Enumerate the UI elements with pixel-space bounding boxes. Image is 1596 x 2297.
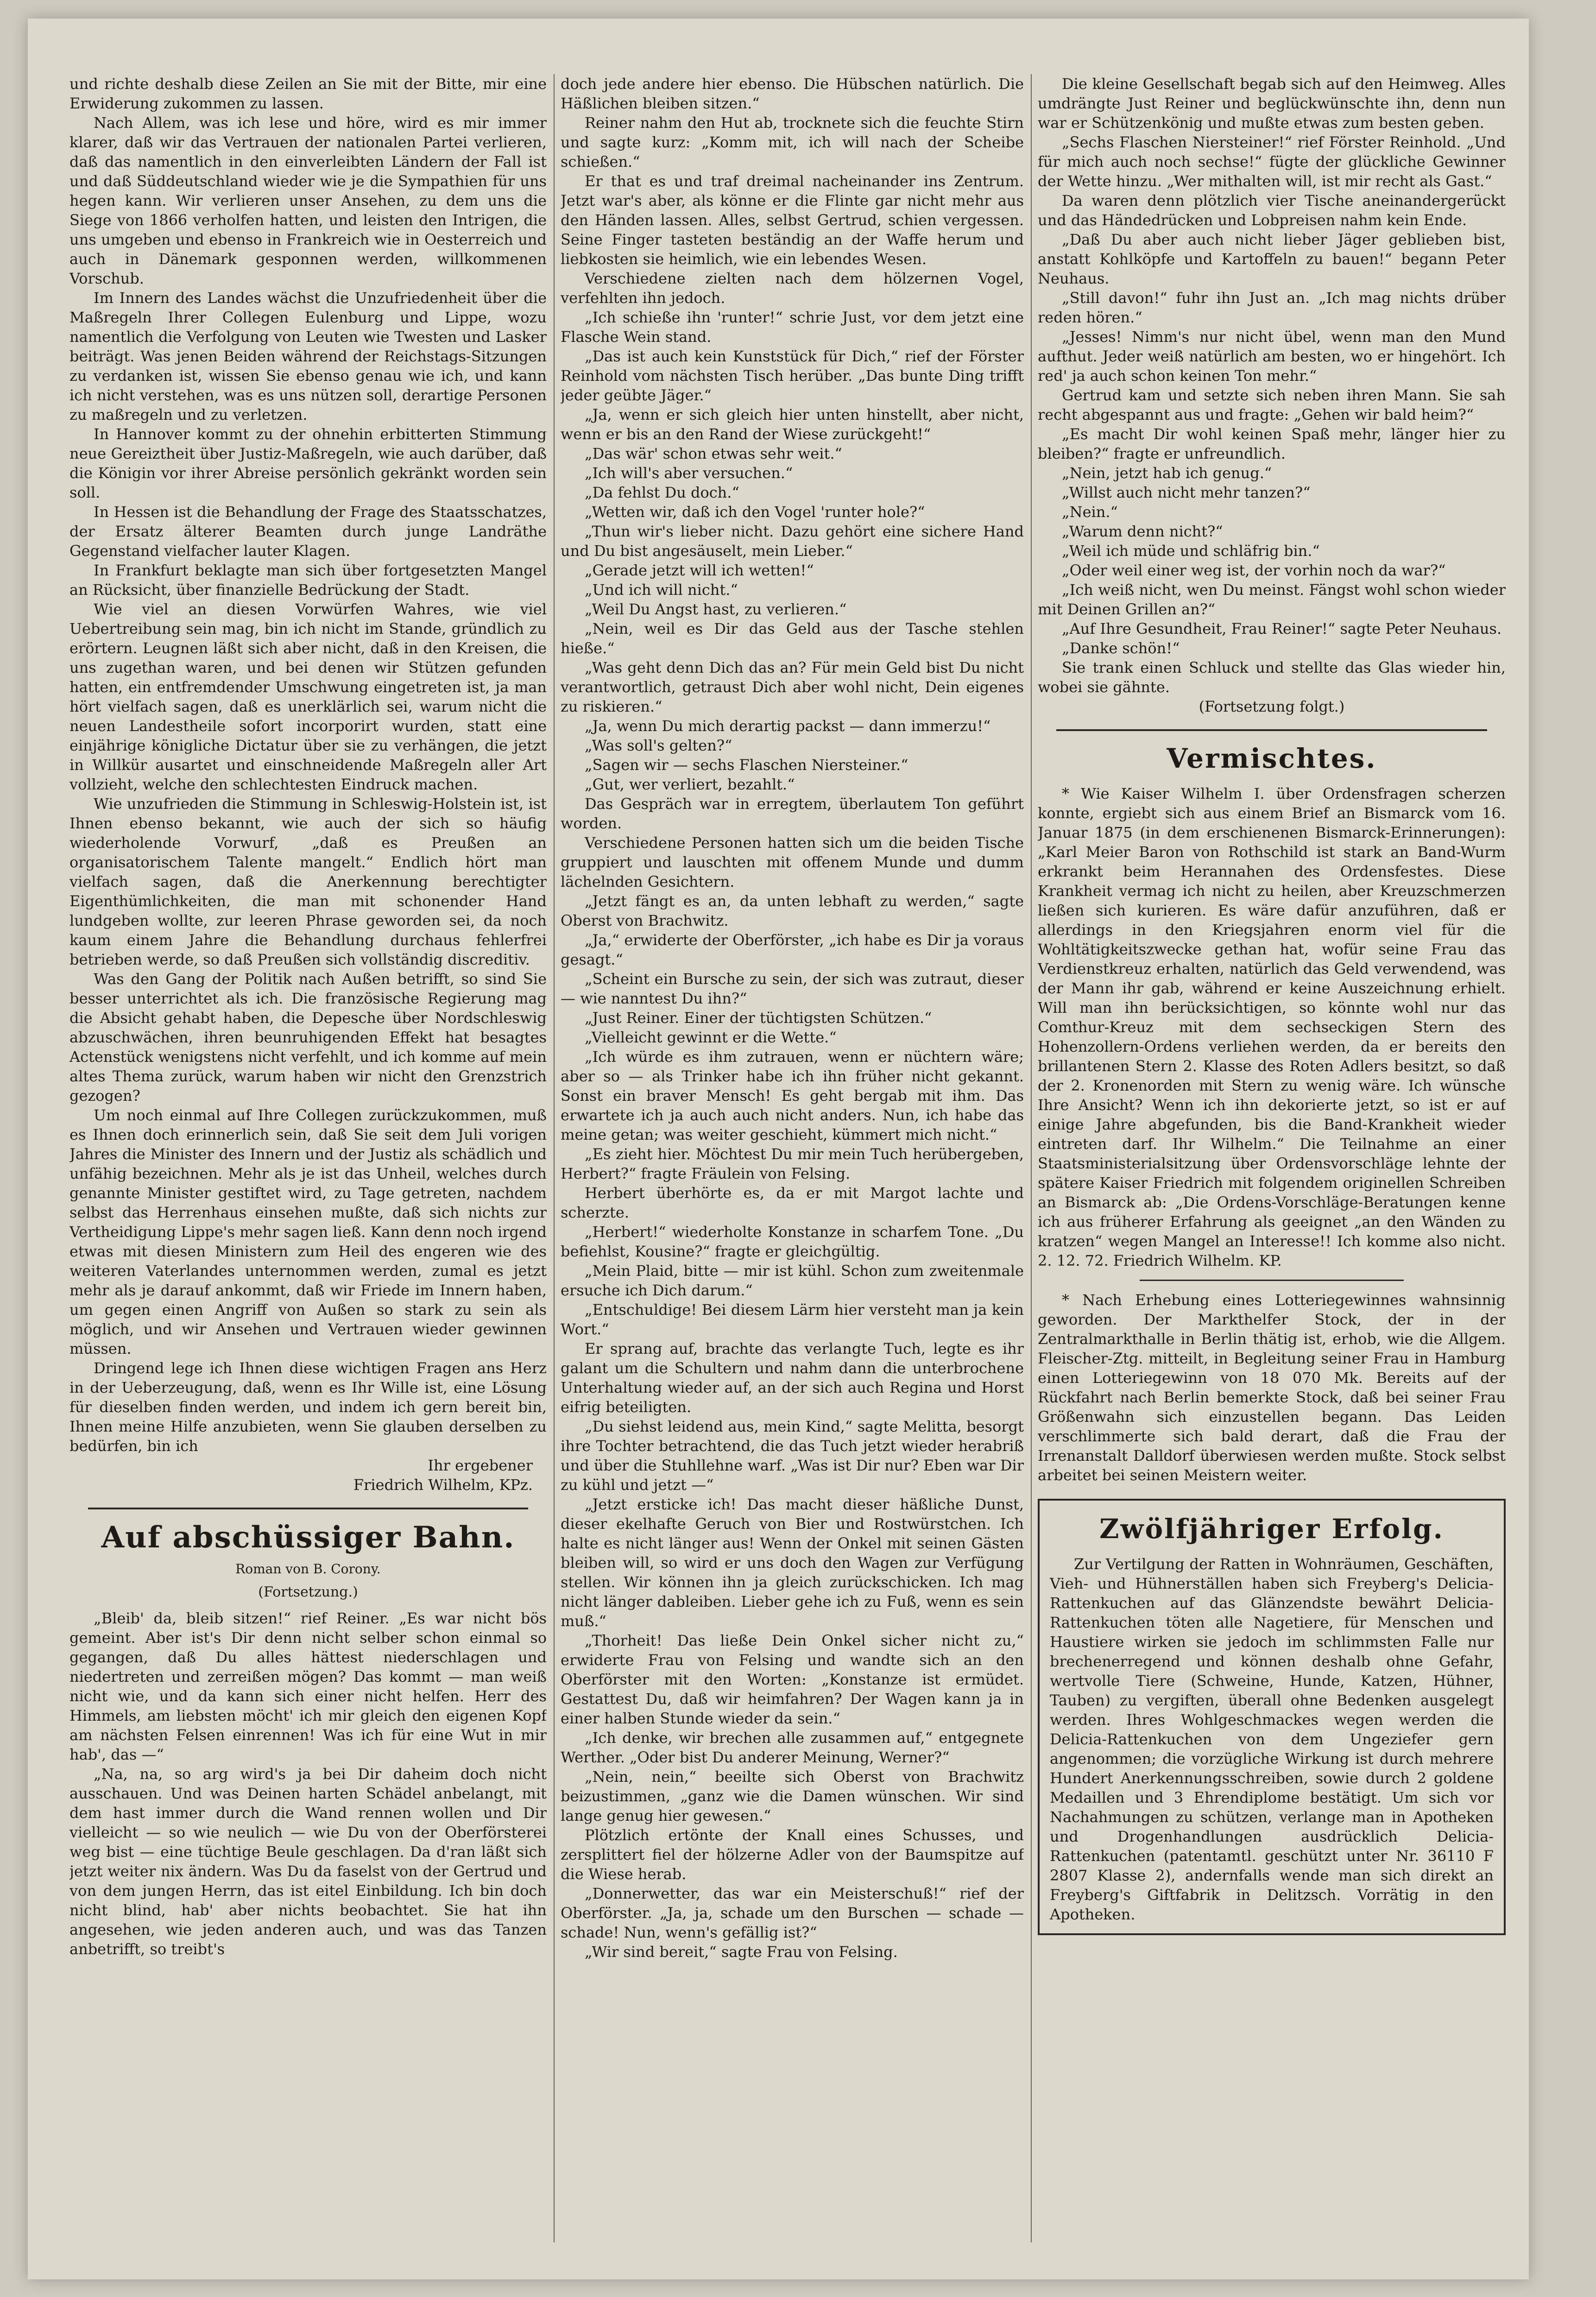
paragraph: Im Innern des Landes wächst die Unzufriedenheit über die Maßregeln Ihrer Collegen Eulenburg und Lippe, wozu namentlich die Verfolgung von Leuten wie Twesten und Lasker beiträgt. Was jenen Beiden während der Reichstags-Sitzungen zu verdanken ist, wissen Sie ebenso genau wie ich, und kann ich nicht verstehen, was es uns nützen soll, derartige Personen zu maßregeln und zu verletzen. xyxy=(69,289,547,423)
paragraph: „Du siehst leidend aus, mein Kind,“ sagte Melitta, besorgt ihre Tochter betrachtend, die das Tuch jetzt wieder herabriß und über die Stuhllehne warf. „Was ist Dir nur? Eben war Dir zu kühl und jetzt —“ xyxy=(561,1418,1024,1494)
paragraph: Sie trank einen Schluck und stellte das Glas wieder hin, wobei sie gähnte. xyxy=(1038,659,1506,696)
paragraph: „Gerade jetzt will ich wetten!“ xyxy=(585,562,814,579)
paragraph: „Es macht Dir wohl keinen Spaß mehr, länger hier zu bleiben?“ fragte er unfreundlich. xyxy=(1038,425,1506,462)
paragraph: „Das wär' schon etwas sehr weit.“ xyxy=(585,445,842,462)
paragraph: Er that es und traf dreimal nacheinander ins Zentrum. Jetzt war's aber, als könne er die Flinte gar nicht mehr aus den Händen lassen. Alles, selbst Gertrud, schien vergessen. Seine Finger tasteten beständig an der Waffe herum und liebkosten sie heimlich, wie ein lebendes Wesen. xyxy=(561,172,1024,268)
paragraph: „Nein.“ xyxy=(1062,503,1118,521)
letter-closing: Ihr ergebener xyxy=(428,1457,533,1474)
paragraph: „Just Reiner. Einer der tüchtigsten Schützen.“ xyxy=(585,1009,932,1027)
paragraph: „Ich würde es ihm zutrauen, wenn er nüchtern wäre; aber so — als Trinker habe ich ihn früher nicht gekannt. Sonst ein braver Mensch! Es geht bergab mit ihm. Das erwartete ich ja auch auch nicht anders. Nun, ich habe das meine getan; was weiter geschieht, kümmert mich nicht.“ xyxy=(561,1048,1024,1143)
paragraph: „Vielleicht gewinnt er die Wette.“ xyxy=(585,1029,837,1046)
column-rule xyxy=(554,74,555,2242)
paragraph: „Da fehlst Du doch.“ xyxy=(585,484,739,501)
paragraph: „Jetzt fängt es an, da unten lebhaft zu werden,“ sagte Oberst von Brachwitz. xyxy=(561,892,1024,929)
paragraph: Plötzlich ertönte der Knall eines Schusses, und zersplittert fiel der hölzerne Adler von der Baumspitze auf die Wiese herab. xyxy=(561,1826,1024,1883)
paragraph: „Herbert!“ wiederholte Konstanze in scharfem Tone. „Du befiehlst, Kousine?“ fragte er gleichgültig. xyxy=(561,1223,1024,1260)
paragraph: „Auf Ihre Gesundheit, Frau Reiner!“ sagte Peter Neuhaus. xyxy=(1062,620,1502,637)
column-rule xyxy=(1031,74,1032,2242)
paragraph: „Ich schieße ihn 'runter!“ schrie Just, vor dem jetzt eine Flasche Wein stand. xyxy=(561,309,1024,346)
paragraph: Herbert überhörte es, da er mit Margot lachte und scherzte. xyxy=(561,1184,1024,1221)
paragraph: Da waren denn plötzlich vier Tische aneinandergerückt und das Händedrücken und Lobpreisen nahm kein Ende. xyxy=(1038,192,1506,229)
paragraph: „Thun wir's lieber nicht. Dazu gehört eine sichere Hand und Du bist angesäuselt, mein Lieber.“ xyxy=(561,523,1024,560)
paragraph: * Nach Erhebung eines Lotteriegewinnes wahnsinnig geworden. Der Markthelfer Stock, der in der Zentralmarkthalle in Berlin thätig ist, erhob, wie die Allgem. Fleischer-Ztg. mitteilt, in Begleitung seiner Frau in Hamburg einen Lotteriegewinn von 18 070 Mk. Bereits auf der Rückfahrt nach Berlin bemerkte Stock, daß bei seiner Frau Größenwahn sich einzustellen begann. Das Leiden verschlimmerte sich bald derart, daß die Frau der Irrenanstalt Dalldorf überwiesen werden mußte. Stock selbst arbeitet bei seinen Meistern weiter. xyxy=(1038,1291,1506,1484)
paragraph: Er sprang auf, brachte das verlangte Tuch, legte es ihr galant um die Schultern und nahm dann die unterbrochene Unterhaltung wieder auf, an der sich auch Regina und Horst eifrig beteiligten. xyxy=(561,1340,1024,1416)
paragraph: In Hessen ist die Behandlung der Frage des Staatsschatzes, der Ersatz älterer Beamten durch junge Landräthe Gegenstand vielfacher lauter Klagen. xyxy=(69,503,547,560)
column-right xyxy=(1038,74,1506,2242)
paragraph: Was den Gang der Politik nach Außen betrifft, so sind Sie besser unterrichtet als ich. Die französische Regierung mag die Absicht gehabt haben, die Depesche über Nordschleswig abzuschwächen, ihren beunruhigenden Effekt hat besagtes Actenstück wenigstens nicht verfehlt, und ich komme auf mein altes Thema zurück, warum haben wir nicht den Grenzstrich gezogen? xyxy=(69,970,547,1104)
paragraph: Das Gespräch war in erregtem, überlautem Ton geführt worden. xyxy=(561,795,1024,832)
paragraph: „Still davon!“ fuhr ihn Just an. „Ich mag nichts drüber reden hören.“ xyxy=(1038,289,1506,326)
paragraph: „Ja,“ erwiderte der Oberförster, „ich habe es Dir ja voraus gesagt.“ xyxy=(561,931,1024,968)
column-left xyxy=(69,74,547,2242)
paragraph: „Nein, jetzt hab ich genug.“ xyxy=(1062,464,1272,482)
section-divider xyxy=(1056,729,1487,731)
continuation-note: (Fortsetzung folgt.) xyxy=(1199,698,1345,715)
paragraph: Verschiedene Personen hatten sich um die beiden Tische gruppiert und lauschten mit offenem Munde und dumm lächelnden Gesichtern. xyxy=(561,834,1024,890)
paragraph: „Warum denn nicht?“ xyxy=(1062,523,1223,540)
section-divider xyxy=(88,1508,528,1509)
paragraph: Dringend lege ich Ihnen diese wichtigen Fragen ans Herz in der Ueberzeugung, daß, wenn es Ihr Wille ist, eine Lösung für dieselben finden werden, und indem ich gern bereit bin, Ihnen meine Hilfe anzubieten, wenn Sie glauben derselben zu bedürfen, bin ich xyxy=(69,1359,547,1455)
paragraph: Wie unzufrieden die Stimmung in Schleswig-Holstein ist, ist Ihnen ebenso bekannt, wie auch der sich so häufig wiederholende Vorwurf, „daß es Preußen an organisatorischem Talente mangelt.“ Endlich hört man vielfach sagen, daß die Anerkennung berechtigter Eigenthümlichkeiten, die man mit schonender Hand lundgeben wollte, zur leeren Phrase geworden sei, da noch kaum einem Jahre die Behandlung durchaus fehlerfrei betrieben werde, so daß Preußen sich vollständig discreditiv. xyxy=(69,795,547,968)
item-divider xyxy=(1140,1280,1404,1281)
novel-title: Auf abschüssiger Bahn. xyxy=(101,1520,515,1555)
paragraph: „Na, na, so arg wird's ja bei Dir daheim doch nicht ausschauen. Und was Deinen harten Schädel anbelangt, mit dem hast immer durch die Wand rennen wollen und Dir vielleicht — so wie neulich — wie Du von der Oberförsterei weg bist — eine tüchtige Beule geschlagen. Da d'ran läßt sich jetzt weiter nix ändern. Was Du da faselst von der Gertrud und von dem jungen Herrn, das ist eitel Einbildung. Ich bin doch nicht blind, hab' aber nichts beobachtet. Sie hat ihn angesehen, wie jeden anderen auch, und was das Tanzen anbetrifft, so treibt's xyxy=(69,1765,547,1958)
paragraph: „Ich weiß nicht, wen Du meinst. Fängst wohl schon wieder mit Deinen Grillen an?“ xyxy=(1038,581,1506,618)
paragraph: „Das ist auch kein Kunststück für Dich,“ rief der Förster Reinhold vom nächsten Tisch herüber. „Das bunte Ding trifft jeder geübte Jäger.“ xyxy=(561,347,1024,404)
paragraph: „Ich will's aber versuchen.“ xyxy=(585,464,793,482)
paragraph: „Entschuldige! Bei diesem Lärm hier versteht man ja kein Wort.“ xyxy=(561,1301,1024,1338)
advertisement-text: Zur Vertilgung der Ratten in Wohnräumen, Geschäften, Vieh- und Hühnerställen haben sich Freyberg's Delicia-Rattenkuchen auf das Glänzendste bewährt Delicia-Rattenkuchen töten alle Nagetiere, für Menschen und Haustiere wirken sie jedoch im schlimmsten Falle nur brechenerregend und können deshalb ohne Gefahr, wertvolle Tiere (Schweine, Hunde, Katzen, Hühner, Tauben) zu vergiften, überall ohne Bedenken ausgelegt werden. Ihres Wohlgeschmackes wegen werden die Delicia-Rattenkuchen von dem Ungeziefer gern angenommen; die vorzügliche Wirkung ist durch mehrere Hundert Anerkennungsschreiben, sowie durch 2 goldene Medaillen und 3 Ehrendiplome bestätigt. Um sich vor Nachahmungen zu schützen, verlange man in Apotheken und Drogenhandlungen ausdrücklich Delicia-Rattenkuchen (patentamtl. geschützt unter Nr. 36110 F 2807 Klasse 2), andernfalls wende man sich direkt an Freyberg's Giftfabrik in Delitzsch. Vorrätig in den Apotheken. xyxy=(1050,1555,1494,1923)
paragraph: „Wir sind bereit,“ sagte Frau von Felsing. xyxy=(585,1943,898,1961)
advertisement-title: Zwölfjähriger Erfolg. xyxy=(1099,1513,1444,1545)
misc-section-title: Vermischtes. xyxy=(1167,743,1377,774)
paragraph: Verschiedene zielten nach dem hölzernen Vogel, verfehlten ihn jedoch. xyxy=(561,270,1024,307)
letter-signature: Friedrich Wilhelm, KPz. xyxy=(353,1476,533,1494)
paragraph: „Danke schön!“ xyxy=(1062,639,1180,657)
paragraph: „Es zieht hier. Möchtest Du mir mein Tuch herübergeben, Herbert?“ fragte Fräulein von Felsing. xyxy=(561,1145,1024,1182)
paragraph: „Weil Du Angst hast, zu verlieren.“ xyxy=(585,600,847,618)
paragraph: „Sagen wir — sechs Flaschen Niersteiner.“ xyxy=(585,756,908,774)
paragraph: und richte deshalb diese Zeilen an Sie mit der Bitte, mir eine Erwiderung zukommen zu lassen. xyxy=(69,75,547,112)
newspaper-page xyxy=(28,19,1529,2279)
paragraph: „Was geht denn Dich das an? Für mein Geld bist Du nicht verantwortlich, getraust Dich aber wohl nicht, Dein eigenes zu riskieren.“ xyxy=(561,659,1024,715)
paragraph: „Thorheit! Das ließe Dein Onkel sicher nicht zu,“ erwiderte Frau von Felsing und wandte sich an den Oberförster mit den Worten: „Konstanze ist ermüdet. Gestattest Du, daß wir heimfahren? Der Wagen kann ja in einer halben Stunde wieder da sein.“ xyxy=(561,1632,1024,1727)
paragraph: Die kleine Gesellschaft begab sich auf den Heimweg. Alles umdrängte Just Reiner und beglückwünschte ihn, denn nun war er Schützenkönig und mußte etwas zum besten geben. xyxy=(1038,75,1506,132)
paragraph: „Bleib' da, bleib sitzen!“ rief Reiner. „Es war nicht bös gemeint. Aber ist's Dir denn nicht selber schon einmal so gegangen, daß Du alles hättest niederschlagen und niedertreten und zerreißen mögen? Das kommt — man weiß nicht wie, und da kann sich einer nicht helfen. Herr des Himmels, am liebsten möcht' ich mir gleich den eigenen Kopf am nächsten Felsen einrennen! Was ich für eine Wut in mir hab', das —“ xyxy=(69,1609,547,1763)
paragraph: „Oder weil einer weg ist, der vorhin noch da war?“ xyxy=(1062,562,1446,579)
paragraph: In Frankfurt beklagte man sich über fortgesetzten Mangel an Rücksicht, über finanzielle Bedrückung der Stadt. xyxy=(69,562,547,599)
paragraph: „Gut, wer verliert, bezahlt.“ xyxy=(585,776,795,793)
paragraph: * Wie Kaiser Wilhelm I. über Ordensfragen scherzen konnte, ergiebt sich aus einem Brief an Bismarck vom 16. Januar 1875 (in dem erschienenen Bismarck-Erinnerungen): „Karl Meier Baron von Rothschild ist stark an Band-Wurm erkrankt beim Herannahen des Ordensfestes. Diese Krankheit vermag ich nicht zu heilen, aber Kreuzschmerzen ließen sich kurieren. Es wäre dafür anzuführen, daß er allerdings in den Kriegsjahren enorm viel für die Wohltätigkeitszwecke gethan hat, wofür seine Frau das Verdienstkreuz erhalten, natürlich das Geld verwendend, was der Mann ihr gab, während er keine Auszeichnung erhielt. Will man ihn berücksichtigen, so könnte wohl nur das Comthur-Kreuz mit dem sechseckigen Stern des Hohenzollern-Ordens verliehen werden, da er bereits den brillantenen Stern 2. Klasse des Roten Adlers besitzt, so daß der 2. Kronenorden mit Stern zu wenig wäre. Ich wünsche Ihre Ansicht? Wenn ich ihn dekorierte jetzt, so ist er auf einige Jahre abgefunden, bis die Band-Krankheit wieder eintreten darf. Ihr Wilhelm.“ Die Teilnahme an einer Staatsministerialsitzung über Ordensvorschläge lehnte der spätere Kaiser Friedrich mit folgendem originellen Schreiben an Bismarck ab: „Die Ordens-Vorschläge-Beratungen kenne ich aus früherer Erfahrung als geeignet „an den Wänden zu kratzen“ wegen Mangel an Interesse!! Ich komme also nicht. 2. 12. 72. Friedrich Wilhelm. KP. xyxy=(1038,785,1506,1269)
paragraph: „Was soll's gelten?“ xyxy=(585,737,732,754)
paragraph: Reiner nahm den Hut ab, trocknete sich die feuchte Stirn und sagte kurz: „Komm mit, ich will nach der Scheibe schießen.“ xyxy=(561,114,1024,170)
paragraph: In Hannover kommt zu der ohnehin erbitterten Stimmung neue Gereiztheit über Justiz-Maßregeln, wie auch darüber, daß die Königin vor ihrer Abreise persönlich gekränkt worden sein soll. xyxy=(69,425,547,501)
paragraph: „Scheint ein Bursche zu sein, der sich was zutraut, dieser — wie nanntest Du ihn?“ xyxy=(561,970,1024,1007)
paragraph: „Jesses! Nimm's nur nicht übel, wenn man den Mund aufthut. Jeder weiß natürlich am besten, wo er hingehört. Ich red' ja auch schon keinen Ton mehr.“ xyxy=(1038,328,1506,385)
paragraph: „Wetten wir, daß ich den Vogel 'runter hole?“ xyxy=(585,503,925,521)
novel-byline: Roman von B. Corony. xyxy=(235,1561,381,1577)
paragraph: „Daß Du aber auch nicht lieber Jäger geblieben bist, anstatt Kohlköpfe und Kartoffeln zu bauen!“ begann Peter Neuhaus. xyxy=(1038,231,1506,287)
paragraph: „Sechs Flaschen Niersteiner!“ rief Förster Reinhold. „Und für mich auch noch sechse!“ fügte der glückliche Gewinner der Wette hinzu. „Wer mithalten will, ist mir recht als Gast.“ xyxy=(1038,133,1506,190)
paragraph: „Jetzt ersticke ich! Das macht dieser häßliche Dunst, dieser ekelhafte Geruch von Bier und Rostwürstchen. Ich halte es nicht länger aus! Wenn der Onkel mit seinen Gästen bleiben will, so wird er uns doch den Wagen zur Verfügung stellen. Wir können ihn ja gleich zurückschicken. Ich mag nicht länger dableiben. Lieber gehe ich zu Fuß, wenn es sein muß.“ xyxy=(561,1496,1024,1630)
paragraph: „Willst auch nicht mehr tanzen?“ xyxy=(1062,484,1311,501)
paragraph: doch jede andere hier ebenso. Die Hübschen natürlich. Die Häßlichen bleiben sitzen.“ xyxy=(561,75,1024,112)
paragraph: „Und ich will nicht.“ xyxy=(585,581,738,599)
advertisement-box xyxy=(1038,1499,1506,1935)
novel-continuation: (Fortsetzung.) xyxy=(258,1584,358,1600)
paragraph: „Ich denke, wir brechen alle zusammen auf,“ entgegnete Werther. „Oder bist Du anderer Meinung, Werner?“ xyxy=(561,1729,1024,1766)
paragraph: „Nein, weil es Dir das Geld aus der Tasche stehlen hieße.“ xyxy=(561,620,1024,657)
paragraph: „Weil ich müde und schläfrig bin.“ xyxy=(1062,542,1320,560)
paragraph: „Mein Plaid, bitte — mir ist kühl. Schon zum zweitenmale ersuche ich Dich darum.“ xyxy=(561,1262,1024,1299)
paragraph: Gertrud kam und setzte sich neben ihren Mann. Sie sah recht abgespannt aus und fragte: „Gehen wir bald heim?“ xyxy=(1038,386,1506,423)
column-middle xyxy=(561,74,1024,2242)
paragraph: Um noch einmal auf Ihre Collegen zurückzukommen, muß es Ihnen doch erinnerlich sein, daß Sie seit dem Juli vorigen Jahres die Minister des Innern und der Justiz als schädlich und unfähig bezeichnen. Mehr als je ist das Unheil, welches durch genannte Minister gestiftet wird, zu Tage getreten, nachdem selbst das Herrenhaus einsehen mußte, daß sich nichts zur Vertheidigung Lippe's mehr sagen ließ. Kann denn noch irgend etwas mit diesen Ministern zum Heil des engeren wie des weiteren Vaterlandes unternommen werden, zumal es jetzt mehr als je darauf ankommt, daß wir Friede im Innern haben, um gegen einen Angriff von Außen so stark zu sein als möglich, und wir Ansehen und Vertrauen wieder gewinnen müssen. xyxy=(69,1106,547,1357)
paragraph: „Ja, wenn Du mich derartig packst — dann immerzu!“ xyxy=(585,717,991,735)
paragraph: Wie viel an diesen Vorwürfen Wahres, wie viel Uebertreibung sein mag, bin ich nicht im Stande, gründlich zu erörtern. Leugnen läßt sich aber nicht, daß in den Kreisen, die uns zugethan waren, und bei denen wir Stützen gefunden hatten, ein entfremdender Umschwung eingetreten ist, ja man hört vielfach sagen, daß es unerklärlich sei, warum nicht die neuen Landestheile sofort incorporirt wurden, statt eine einjährige königliche Dictatur über sie zu verhängen, die jetzt in Willkür ausartet und einschneidende Maßregeln aller Art vollzieht, welche den schlechtesten Eindruck machen. xyxy=(69,600,547,793)
paragraph: „Nein, nein,“ beeilte sich Oberst von Brachwitz beizustimmen, „ganz wie die Damen wünschen. Wir sind lange genug hier gewesen.“ xyxy=(561,1768,1024,1824)
paragraph: Nach Allem, was ich lese und höre, wird es mir immer klarer, daß wir das Vertrauen der nationalen Partei verlieren, daß das namentlich in den einverleibten Ländern der Fall ist und daß Süddeutschland wieder wie je die Sympathien für uns hegen kann. Wir verlieren unser Ansehen, zu dem uns die Siege von 1866 verholfen hatten, und leisten den Intrigen, die uns umgeben und ebenso in Frankreich wie in Oesterreich und auch in Dänemark gesponnen werden, willkommenen Vorschub. xyxy=(69,114,547,287)
paragraph: „Donnerwetter, das war ein Meisterschuß!“ rief der Oberförster. „Ja, ja, schade um den Burschen — schade — schade! Nun, wenn's gefällig ist?“ xyxy=(561,1885,1024,1941)
paragraph: „Ja, wenn er sich gleich hier unten hinstellt, aber nicht, wenn er bis an den Rand der Wiese zurückgeht!“ xyxy=(561,406,1024,443)
